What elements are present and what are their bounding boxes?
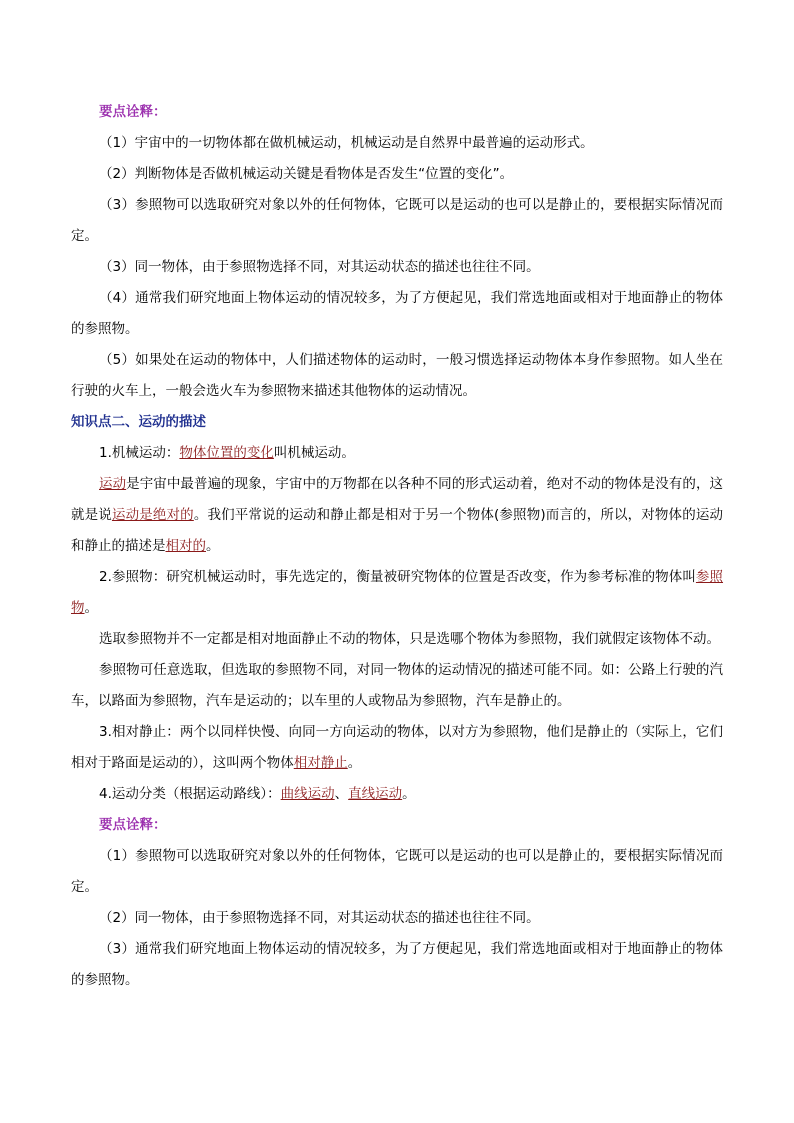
reference-object-example-paragraph: 参照物可任意选取，但选取的参照物不同，对同一物体的运动情况的描述可能不同。如：公路上行驶的汽车，以路面为参照物，汽车是运动的；以车里的人或物品为参照物，汽车是静止的。 — [71, 662, 723, 709]
mechanical-motion-definition — [71, 438, 723, 469]
definition-prefix: 4.运动分类（根据运动路线）： — [99, 786, 281, 802]
key-term: 相对的 — [165, 538, 206, 554]
paragraph-text: 。我们平常说的运动和静止都是相对于另一个物体(参照物)而言的，所以，对物体的运动和静止的描述是 — [71, 507, 723, 554]
definition-prefix: 1.机械运动： — [99, 445, 180, 461]
motion-absolute-paragraph — [71, 469, 723, 562]
key-point-1-2: （2）判断物体是否做机械运动关键是看物体是否发生“位置的变化”。 — [99, 166, 514, 182]
key-point-1-1: （1）宇宙中的一切物体都在做机械运动，机械运动是自然界中最普遍的运动形式。 — [99, 135, 594, 151]
key-point-2-2: （2）同一物体，由于参照物选择不同，对其运动状态的描述也往往不同。 — [99, 910, 540, 926]
key-points-heading-2: 要点诠释： — [99, 817, 167, 833]
key-term: 运动 — [99, 476, 127, 492]
definition-suffix: 。 — [347, 755, 362, 771]
key-point-1-4: （3）同一物体，由于参照物选择不同，对其运动状态的描述也往往不同。 — [99, 259, 540, 275]
key-point-1-3: （3）参照物可以选取研究对象以外的任何物体，它既可以是运动的也可以是静止的，要根据实际情况而定。 — [71, 197, 723, 244]
document-content — [71, 97, 723, 996]
paragraph-text: 。 — [206, 538, 220, 554]
motion-classification — [71, 779, 723, 810]
separator: 、 — [334, 786, 349, 802]
definition-prefix: 2.参照物：研究机械运动时，事先选定的，衡量被研究物体的位置是否改变，作为参考标准的物体叫 — [99, 569, 696, 585]
definition-prefix: 3.相对静止：两个以同样快慢、向同一方向运动的物体，以对方为参照物，他们是静止的（实际上，它们相对于路面是运动的），这叫两个物体 — [71, 724, 723, 771]
relative-rest-definition — [71, 717, 723, 779]
key-term: 运动是绝对的 — [111, 507, 194, 523]
key-point-2-3: （3）通常我们研究地面上物体运动的情况较多，为了方便起见，我们常选地面或相对于地面静止的物体的参照物。 — [71, 941, 723, 988]
key-term: 直线运动 — [348, 786, 403, 802]
key-point-1-6: （5）如果处在运动的物体中，人们描述物体的运动时，一般习惯选择运动物体本身作参照物。如人坐在行驶的火车上，一般会选火车为参照物来描述其他物体的运动情况。 — [71, 352, 723, 399]
knowledge-point-2-heading: 知识点二、运动的描述 — [71, 414, 206, 430]
key-term: 参照物 — [71, 569, 724, 616]
paragraph-text: 是宇宙中最普遍的现象，宇宙中的万物都在以各种不同的形式运动着，绝对不动的物体是没有的，这就是说 — [71, 476, 724, 523]
reference-object-choice-paragraph: 选取参照物并不一定都是相对地面静止不动的物体，只是选哪个物体为参照物，我们就假定该物体不动。 — [99, 631, 720, 647]
key-points-heading-1: 要点诠释： — [99, 104, 167, 120]
definition-suffix: 。 — [402, 786, 416, 802]
reference-object-definition — [71, 562, 723, 624]
definition-suffix: 。 — [84, 600, 98, 616]
key-term: 物体位置的变化 — [179, 445, 274, 461]
key-term: 相对静止 — [293, 755, 348, 771]
key-point-2-1: （1）参照物可以选取研究对象以外的任何物体，它既可以是运动的也可以是静止的，要根据实际情况而定。 — [71, 848, 723, 895]
definition-suffix: 叫机械运动。 — [273, 445, 355, 461]
key-point-1-5: （4）通常我们研究地面上物体运动的情况较多，为了方便起见，我们常选地面或相对于地面静止的物体的参照物。 — [71, 290, 723, 337]
key-term: 曲线运动 — [280, 786, 335, 802]
